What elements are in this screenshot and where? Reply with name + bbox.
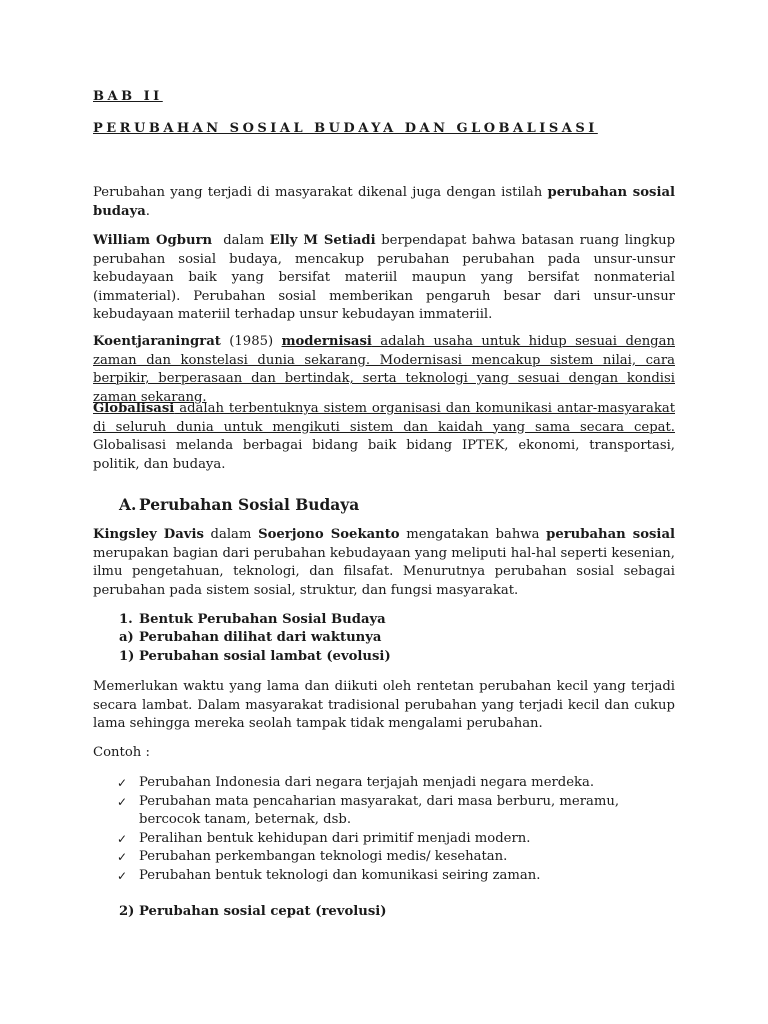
list-item [93,867,683,886]
ogburn-mid: dalam [212,233,270,248]
chapter-subtitle: PERUBAHAN SOSIAL BUDAYA DAN GLOBALISASI [93,121,598,136]
subheading-marker: 1) [119,649,135,664]
ogburn-text: berpendapat bahwa batasan ruang lingkup perubahan sosial budaya, mencakup perubahan perubahan pada unsur-unsur kebudayaan baik yang bersifat materiil maupun yang bersifat nonmaterial (immaterial). Perubahan sosial memberikan pengaruh besar dari unsur-unsur kebudayaan materiil terhadap unsur kebudayan immateriil. [93,233,676,323]
list-item-text: Perubahan perkembangan teknologi medis/ kesehatan. [139,849,508,865]
koentjaraningrat-name: Koentjaraningrat [93,334,221,349]
subheading-revolusi [119,903,387,922]
davis-mid: dalam [203,527,259,542]
globalisasi-term: Globalisasi [93,401,175,416]
davis-name: Kingsley Davis [93,527,204,542]
intro-paragraph [93,184,675,221]
subheading-title: Perubahan sosial lambat (evolusi) [139,649,391,664]
intro-term: perubahan sosial budaya [93,185,676,219]
koentjaraningrat-text: adalah usaha untuk hidup sesuai dengan zaman dan konstelasi dunia sekarang. Modernisasi mencakup sistem nilai, cara berpikir, berperasaan dan bertindak, serta teknologi yang sesuai dengan kondisi zaman sekarang. [93,334,675,405]
list-item [93,848,683,867]
subheading-title: Bentuk Perubahan Sosial Budaya [139,612,386,627]
contoh-label: Contoh : [93,745,150,760]
globalisasi-text-underlined: adalah terbentuknya sistem organisasi dan komunikasi antar-masyarakat di seluruh dunia untuk mengikuti sistem dan kaidah yang sama secara cepat. [93,401,675,435]
koentjaraningrat-paragraph [93,333,675,407]
subheading-marker: a) [119,630,134,645]
davis-source: Soerjono Soekanto [258,527,400,542]
examples-list [93,774,683,886]
list-item [93,830,683,849]
davis-text2: merupakan bagian dari perubahan kebudayaan yang meliputi hal-hal seperti kesenian, ilmu pengetahuan, teknologi, dan filsafat. Menurutnya perubahan sosial sebagai perubahan pada sistem sosial, struktur, dan fungsi masyarakat. [93,545,675,598]
section-a-heading [119,496,359,515]
list-item [93,793,683,830]
subheading-evolusi [119,648,391,667]
subheading-title: Perubahan dilihat dari waktunya [139,630,382,645]
intro-text: Perubahan yang terjadi di masyarakat dikenal juga dengan istilah [93,185,548,200]
list-item-text: Peralihan bentuk kehidupan dari primitif menjadi modern. [139,830,531,846]
checkmark-icon: ✓ [117,868,128,883]
checkmark-icon: ✓ [117,776,128,790]
subheading-bentuk [119,611,386,630]
ogburn-source: Elly M Setiadi [269,233,376,248]
ogburn-name: William Ogburn [93,233,213,248]
davis-term: perubahan sosial [546,527,675,542]
intro-end: . [145,203,150,219]
checkmark-icon: ✓ [117,850,128,865]
koentjaraningrat-year: (1985) [220,334,282,349]
subheading-waktu [119,629,381,648]
globalisasi-text-rest: Globalisasi melanda berbagai bidang baik bidang IPTEK, ekonomi, transportasi, politik, dan budaya. [93,438,675,472]
subheading-title: Perubahan sosial cepat (revolusi) [139,904,387,919]
checkmark-icon: ✓ [117,794,128,809]
evolusi-paragraph: Memerlukan waktu yang lama dan diikuti oleh rentetan perubahan kecil yang terjadi secara lambat. Dalam masyarakat tradisional perubahan yang terjadi kecil dan cukup lama sehingga mereka seolah tampak tidak mengalami perubahan. [93,679,675,732]
modernisasi-term: modernisasi [281,334,372,349]
davis-paragraph [93,526,675,600]
davis-text1: mengatakan bahwa [399,527,547,542]
checkmark-icon: ✓ [117,831,128,846]
list-item-text: Perubahan mata pencaharian masyarakat, dari masa berburu, meramu, bercocok tanam, beternak, dsb. [139,793,620,828]
list-item-text: Perubahan bentuk teknologi dan komunikasi seiring zaman. [139,867,541,883]
subheading-marker: 2) [119,904,135,919]
globalisasi-paragraph [93,400,675,474]
chapter-title: BAB II [93,89,163,104]
list-item-text: Perubahan Indonesia dari negara terjajah menjadi negara merdeka. [139,775,595,790]
ogburn-paragraph [93,232,675,325]
list-item [93,774,683,793]
section-a-title: Perubahan Sosial Budaya [139,496,360,514]
subheading-marker: 1. [119,612,133,627]
section-a-marker: A. [119,496,137,514]
